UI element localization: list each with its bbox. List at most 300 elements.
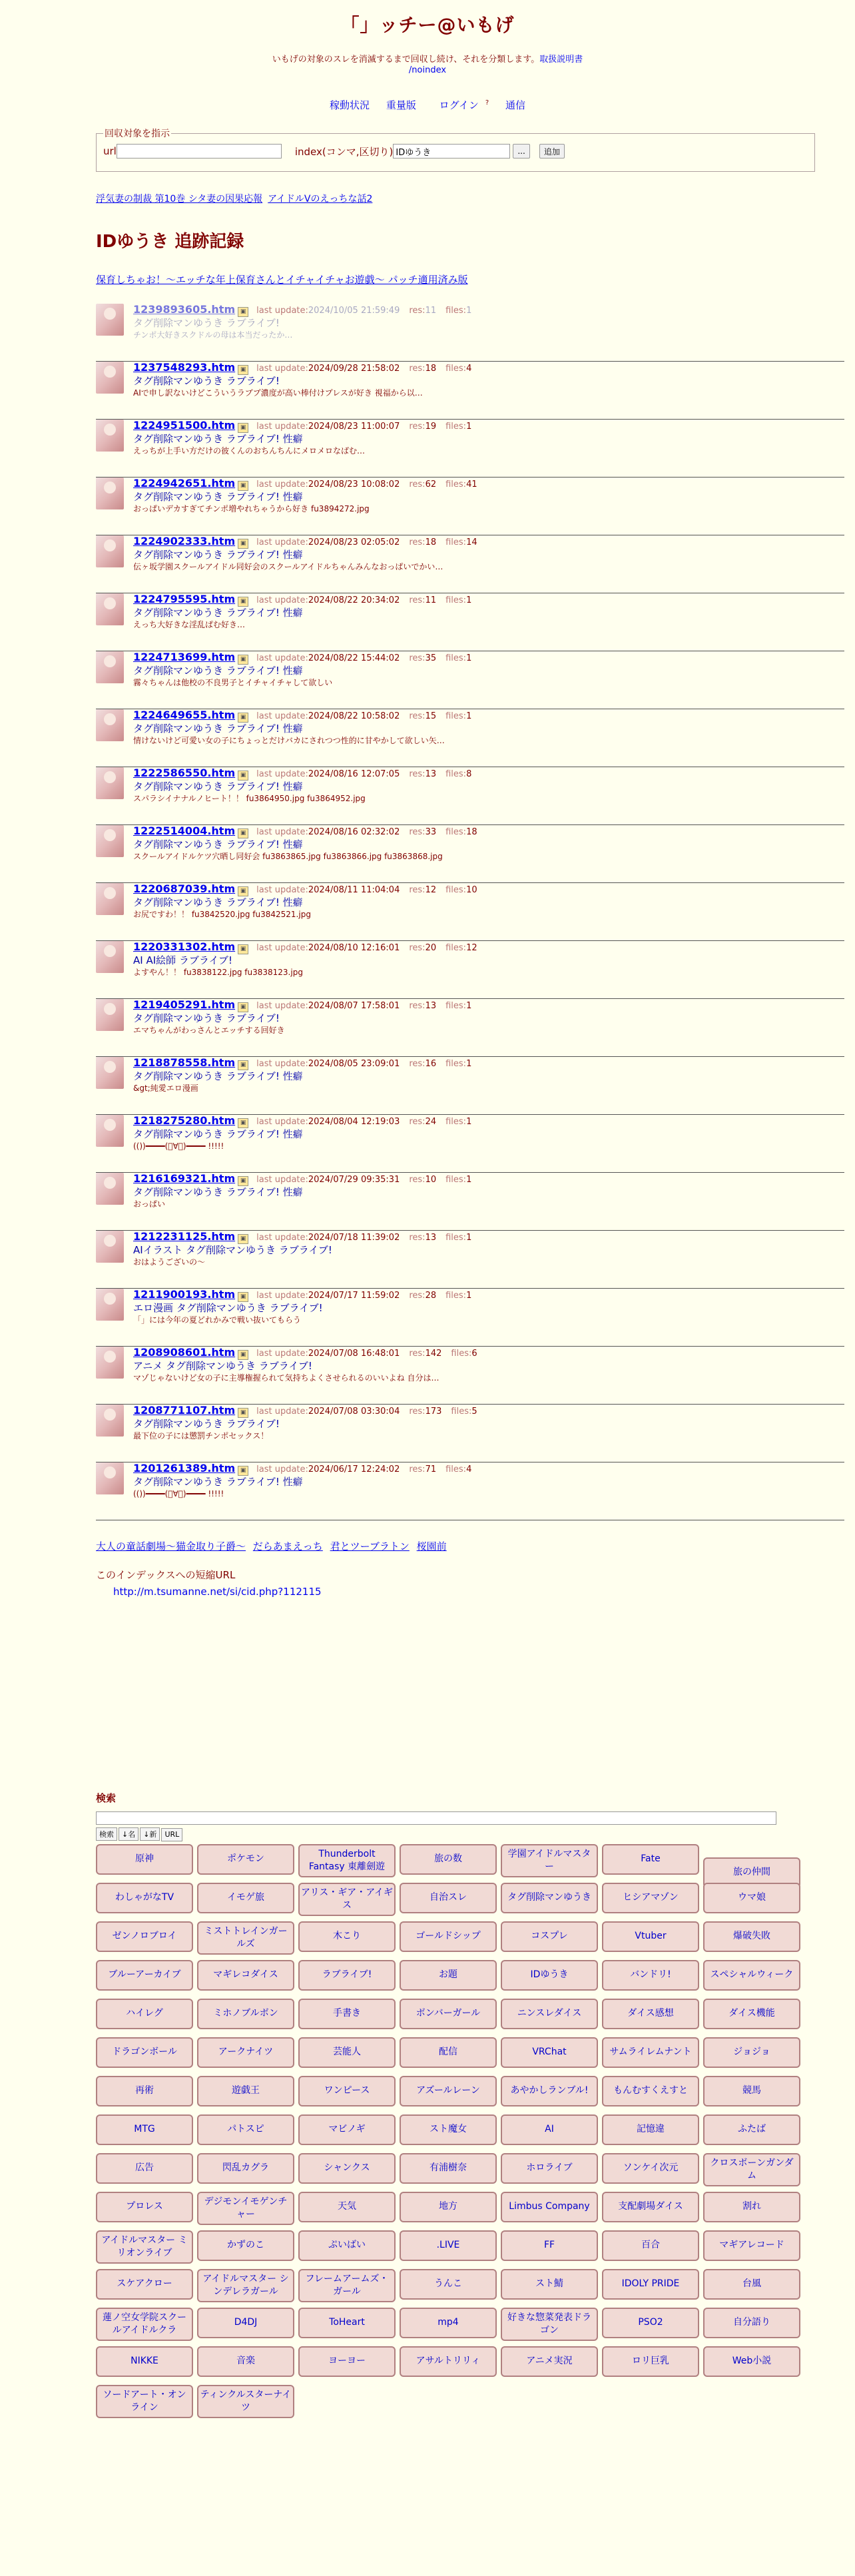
res-label: res:: [409, 364, 426, 374]
page-heading: IDゆうき 追跡記録: [96, 232, 244, 252]
res-count: 18: [425, 537, 437, 547]
tag-button[interactable]: アイドルマスター ミリオンライブ: [96, 2230, 193, 2264]
last-update-value: 2024/06/17 12:24:02: [308, 1464, 400, 1474]
res-label: res:: [409, 1117, 426, 1127]
res-count: 35: [425, 653, 437, 663]
thread-info: [133, 1057, 471, 1094]
res-count: 13: [425, 1001, 437, 1011]
thread-id-link[interactable]: 1237548293.htm: [133, 361, 236, 374]
tag-button[interactable]: 再術: [96, 2076, 193, 2106]
archive-icon[interactable]: ▣: [238, 1466, 248, 1476]
footer-link[interactable]: 君とツーブラトン: [330, 1540, 410, 1552]
thread-id-link[interactable]: 1224951500.htm: [133, 419, 236, 432]
thread-id-link[interactable]: 1218878558.htm: [133, 1056, 236, 1069]
tag-button[interactable]: プロレス: [96, 2192, 193, 2222]
thread-id-link[interactable]: 1212231125.htm: [133, 1230, 236, 1243]
thread-id-link[interactable]: 1208771107.htm: [133, 1404, 236, 1417]
files-count: 1: [466, 1117, 472, 1127]
thread-row: [96, 999, 844, 1057]
thread-row: [96, 1231, 844, 1289]
thread-info: [133, 420, 471, 457]
url-button[interactable]: URL: [161, 1828, 182, 1841]
archive-icon[interactable]: ▣: [238, 828, 248, 838]
thread-id-link[interactable]: 1222514004.htm: [133, 824, 236, 837]
tag-button[interactable]: AI: [501, 2114, 598, 2145]
thread-tags: タグ削除マンゆうき ラブライブ! 性癖: [133, 607, 303, 619]
tag-button[interactable]: ソンケイ次元: [602, 2153, 699, 2184]
tag-button[interactable]: 自治スレ: [400, 1883, 497, 1913]
thread-info: [133, 478, 477, 515]
archive-icon[interactable]: ▣: [238, 944, 248, 954]
tag-button[interactable]: あやかしランブル!: [501, 2076, 598, 2106]
thread-thumbnail[interactable]: [96, 1231, 124, 1263]
search-input[interactable]: [96, 1811, 776, 1825]
tag-button[interactable]: Vtuber: [602, 1921, 699, 1952]
nav-weight[interactable]: 重量版: [386, 99, 416, 111]
tag-button[interactable]: ソードアート・オンライン: [96, 2385, 193, 2418]
thread-thumbnail[interactable]: [96, 999, 124, 1031]
thread-info: [133, 304, 471, 341]
tag-button[interactable]: 配信: [400, 2037, 497, 2068]
res-label: res:: [409, 885, 426, 895]
tag-button[interactable]: 芸能人: [298, 2037, 396, 2068]
tag-button[interactable]: タグ削除マンゆうき: [501, 1883, 598, 1913]
footer-link[interactable]: 桜園前: [416, 1540, 447, 1552]
thread-tags: エロ漫画 タグ削除マンゆうき ラブライブ!: [133, 1302, 323, 1314]
tag-button[interactable]: 台風: [703, 2269, 800, 2300]
archive-icon[interactable]: ▣: [238, 713, 248, 723]
tag-button[interactable]: お題: [400, 1960, 497, 1991]
thread-thumbnail[interactable]: [96, 304, 124, 336]
res-label: res:: [409, 827, 426, 837]
tag-button[interactable]: アークナイツ: [197, 2037, 294, 2068]
tag-button[interactable]: マギレコダイス: [197, 1960, 294, 1991]
thread-id-link[interactable]: 1220687039.htm: [133, 882, 236, 895]
thread-thumbnail[interactable]: [96, 1173, 124, 1205]
tag-button[interactable]: 閃乱カグラ: [197, 2153, 294, 2184]
files-label: files:: [445, 1464, 467, 1474]
archive-icon[interactable]: ▣: [238, 1350, 248, 1360]
files-label: files:: [445, 537, 467, 547]
nav-login-label[interactable]: ログイン: [439, 99, 479, 111]
res-label: res:: [409, 1175, 426, 1185]
tag-button[interactable]: D4DJ: [197, 2308, 294, 2338]
ad-link[interactable]: アイドルVのえっちな話2: [268, 194, 373, 204]
archive-icon[interactable]: ▣: [238, 423, 248, 433]
thread-id-link[interactable]: 1224795595.htm: [133, 593, 236, 605]
tag-button[interactable]: アズールレーン: [400, 2076, 497, 2106]
sort-name-button[interactable]: ↓名: [119, 1827, 139, 1841]
tag-button[interactable]: MTG: [96, 2114, 193, 2145]
res-count: 13: [425, 1233, 437, 1243]
thread-row: [96, 941, 844, 999]
tag-button[interactable]: 自分語り: [703, 2308, 800, 2338]
tag-button[interactable]: クロスボーンガンダム: [703, 2153, 800, 2186]
res-count: 173: [425, 1407, 442, 1417]
archive-icon[interactable]: ▣: [238, 1234, 248, 1244]
tag-button[interactable]: アリス・ギア・アイギス: [298, 1883, 396, 1916]
thread-row: [96, 883, 844, 941]
ad-link[interactable]: 浮気妻の制裁 第10巻 シタ妻の因果応報: [96, 194, 263, 204]
thread-excerpt: スパラシイナナルノヒート！！ fu3864950.jpg fu3864952.jpg: [133, 794, 366, 803]
thread-excerpt: えっちが上手い方だけの彼くんのおちんちんにメロメロなばむ…: [133, 446, 366, 456]
tag-button[interactable]: 原神: [96, 1844, 193, 1875]
thread-info: [133, 1405, 477, 1442]
thread-excerpt: (())━━━━(ﾟ∀ﾟ)━━━━ !!!!!: [133, 1489, 224, 1498]
archive-icon[interactable]: ▣: [238, 655, 248, 665]
url-label: url: [103, 145, 117, 157]
res-label: res:: [409, 1233, 426, 1243]
thread-id-link[interactable]: 1220331302.htm: [133, 940, 236, 953]
last-update-label: last update:: [256, 1059, 308, 1069]
thread-id-link[interactable]: 1211900193.htm: [133, 1288, 236, 1301]
thread-tags: タグ削除マンゆうき ラブライブ! 性癖: [133, 433, 303, 445]
tag-button[interactable]: ワンピース: [298, 2076, 396, 2106]
thread-excerpt: (())━━━━(ﾟ∀ﾟ)━━━━ !!!!!: [133, 1141, 224, 1151]
res-label: res:: [409, 537, 426, 547]
tag-button[interactable]: バンドリ!: [602, 1960, 699, 1991]
search-button[interactable]: 検索: [96, 1827, 117, 1841]
thread-tags: タグ削除マンゆうき ラブライブ! 性癖: [133, 896, 303, 908]
thread-row: [96, 593, 844, 651]
thread-excerpt: マゾじゃないけど女の子に主導権握られて気持ちよくさせられるのいいよね 自分は…: [133, 1373, 439, 1383]
thread-id-link[interactable]: 1224942651.htm: [133, 477, 236, 489]
thread-thumbnail[interactable]: [96, 1115, 124, 1147]
last-update-value: 2024/08/22 20:34:02: [308, 595, 400, 605]
thread-tags: タグ削除マンゆうき ラブライブ!: [133, 1012, 280, 1024]
files-count: 14: [466, 537, 477, 547]
thread-row: [96, 535, 844, 593]
res-count: 20: [425, 943, 437, 953]
thread-info: [133, 1115, 471, 1152]
archive-icon[interactable]: ▣: [238, 1118, 248, 1128]
tag-button[interactable]: コスプレ: [501, 1921, 598, 1952]
tag-button[interactable]: ニンスレダイス: [501, 1999, 598, 2029]
tag-button[interactable]: スケアクロー: [96, 2269, 193, 2300]
thread-info: [133, 1231, 471, 1268]
thread-info: [133, 1462, 471, 1500]
thread-thumbnail[interactable]: [96, 535, 124, 567]
thread-thumbnail[interactable]: [96, 420, 124, 452]
archive-icon[interactable]: ▣: [238, 1408, 248, 1418]
tag-button[interactable]: VRChat: [501, 2037, 598, 2068]
files-count: 8: [466, 769, 472, 779]
archive-icon[interactable]: ▣: [238, 1060, 248, 1070]
tag-button[interactable]: 記憶違: [602, 2114, 699, 2145]
tag-button[interactable]: 地方: [400, 2192, 497, 2222]
files-label: files:: [451, 1407, 472, 1417]
thread-tags: タグ削除マンゆうき ラブライブ! 性癖: [133, 1128, 303, 1140]
target-form: [96, 127, 815, 172]
thread-excerpt: エマちゃんがわっさんとエッチする回好き: [133, 1026, 285, 1035]
res-label: res:: [409, 1464, 426, 1474]
tag-button[interactable]: ゼンノロブロイ: [96, 1921, 193, 1952]
tag-button[interactable]: ドラゴンボール: [96, 2037, 193, 2068]
tag-button[interactable]: スト魔女: [400, 2114, 497, 2145]
tag-button[interactable]: ロリ巨乳: [602, 2346, 699, 2377]
search-buttons: [96, 1827, 855, 1841]
last-update-value: 2024/08/16 02:32:02: [308, 827, 400, 837]
add-button[interactable]: 追加: [539, 144, 565, 159]
last-update-label: last update:: [256, 364, 308, 374]
files-count: 10: [466, 885, 477, 895]
last-update-value: 2024/09/28 21:58:02: [308, 364, 400, 374]
archive-icon[interactable]: ▣: [238, 365, 248, 375]
res-count: 11: [425, 306, 437, 316]
thread-id-link[interactable]: 1201261389.htm: [133, 1462, 236, 1474]
tag-button[interactable]: 好きな惣菜発表ドラゴン: [501, 2308, 598, 2341]
tag-button[interactable]: アイドルマスター シンデレラガール: [197, 2269, 294, 2302]
res-count: 13: [425, 769, 437, 779]
files-count: 1: [466, 422, 472, 432]
res-count: 62: [425, 480, 437, 489]
tag-button[interactable]: ゴールドシップ: [400, 1921, 497, 1952]
tag-button[interactable]: 旅の仲間: [703, 1857, 800, 1888]
tag-button[interactable]: ラブライブ!: [298, 1960, 396, 1991]
thread-thumbnail[interactable]: [96, 362, 124, 394]
noindex-link[interactable]: /noindex: [408, 65, 447, 75]
last-update-label: last update:: [256, 422, 308, 432]
tag-button[interactable]: 学園アイドルマスター: [501, 1844, 598, 1877]
tag-button[interactable]: 百合: [602, 2230, 699, 2261]
last-update-label: last update:: [256, 1291, 308, 1301]
tag-button[interactable]: 有浦樹奈: [400, 2153, 497, 2184]
thread-row: [96, 1347, 844, 1405]
tag-button[interactable]: Fate: [602, 1844, 699, 1875]
tag-button[interactable]: 広告: [96, 2153, 193, 2184]
archive-icon[interactable]: ▣: [238, 597, 248, 607]
thread-excerpt: 情けないけど可愛い女の子にちょっとだけバカにされつつ性的に甘やかして欲しい矢…: [133, 736, 445, 745]
thread-id-link[interactable]: 1216169321.htm: [133, 1172, 236, 1185]
thread-id-link[interactable]: 1239893605.htm: [133, 303, 236, 316]
files-count: 12: [466, 943, 477, 953]
res-count: 33: [425, 827, 437, 837]
tag-button[interactable]: もんむすくえすと: [602, 2076, 699, 2106]
files-label: files:: [451, 1349, 472, 1359]
thread-row: [96, 1115, 844, 1173]
thread-id-link[interactable]: 1224902333.htm: [133, 535, 236, 547]
tag-button[interactable]: ダイス機能: [703, 1999, 800, 2029]
last-update-value: 2024/08/10 12:16:01: [308, 943, 400, 953]
thread-thumbnail[interactable]: [96, 941, 124, 973]
tag-button[interactable]: FF: [501, 2230, 598, 2261]
thread-thumbnail[interactable]: [96, 651, 124, 683]
tag-button[interactable]: IDOLY PRIDE: [602, 2269, 699, 2300]
thread-thumbnail[interactable]: [96, 883, 124, 915]
archive-icon[interactable]: ▣: [238, 1002, 248, 1012]
tag-button[interactable]: mp4: [400, 2308, 497, 2338]
res-count: 16: [425, 1059, 437, 1069]
files-label: files:: [445, 422, 467, 432]
thread-id-link[interactable]: 1218275280.htm: [133, 1114, 236, 1127]
tag-button[interactable]: 旅の数: [400, 1844, 497, 1875]
thread-thumbnail[interactable]: [96, 1405, 124, 1437]
tag-button[interactable]: ボンバーガール: [400, 1999, 497, 2029]
files-label: files:: [445, 1233, 467, 1243]
tag-button[interactable]: シャンクス: [298, 2153, 396, 2184]
tag-button[interactable]: Limbus Company: [501, 2192, 598, 2222]
last-update-value: 2024/08/11 11:04:04: [308, 885, 400, 895]
tag-button[interactable]: ブルーアーカイブ: [96, 1960, 193, 1991]
tag-button[interactable]: IDゆうき: [501, 1960, 598, 1991]
thread-info: [133, 883, 477, 920]
tag-button[interactable]: Thunderbolt Fantasy 東離劍遊: [298, 1844, 396, 1877]
files-label: files:: [445, 653, 467, 663]
thread-tags: タグ削除マンゆうき ラブライブ!: [133, 1418, 280, 1430]
archive-icon[interactable]: ▣: [238, 1292, 248, 1302]
thread-id-link[interactable]: 1219405291.htm: [133, 998, 236, 1011]
nav-status[interactable]: 稼動状況: [330, 99, 370, 111]
tag-button[interactable]: うんこ: [400, 2269, 497, 2300]
last-update-value: 2024/08/22 10:58:02: [308, 711, 400, 721]
tag-button[interactable]: ふたば: [703, 2114, 800, 2145]
thread-tags: タグ削除マンゆうき ラブライブ! 性癖: [133, 781, 303, 793]
tag-button[interactable]: ToHeart: [298, 2308, 396, 2338]
tag-button[interactable]: ホロライブ: [501, 2153, 598, 2184]
tag-button[interactable]: 爆破失敗: [703, 1921, 800, 1952]
tag-button[interactable]: 木こり: [298, 1921, 396, 1952]
archive-icon[interactable]: ▣: [238, 1176, 248, 1186]
thread-row: [96, 825, 844, 883]
tag-button[interactable]: NIKKE: [96, 2346, 193, 2377]
nav-login[interactable]: [433, 99, 489, 111]
thread-thumbnail[interactable]: [96, 825, 124, 857]
thread-thumbnail[interactable]: [96, 1462, 124, 1494]
last-update-label: last update:: [256, 1464, 308, 1474]
tag-button[interactable]: 音楽: [197, 2346, 294, 2377]
thread-row: [96, 651, 844, 709]
tag-button[interactable]: ダイス感想: [602, 1999, 699, 2029]
tag-button[interactable]: ぷいばい: [298, 2230, 396, 2261]
tag-button[interactable]: マビノギ: [298, 2114, 396, 2145]
tag-button[interactable]: アサルトリリィ: [400, 2346, 497, 2377]
files-count: 1: [466, 653, 472, 663]
tag-button[interactable]: ティンクルスターナイツ: [197, 2385, 294, 2418]
tag-button[interactable]: スペシャルウィーク: [703, 1960, 800, 1991]
archive-icon[interactable]: ▣: [238, 307, 248, 317]
thread-id-link[interactable]: 1208908601.htm: [133, 1346, 236, 1359]
res-count: 28: [425, 1291, 437, 1301]
thread-tags: タグ削除マンゆうき ラブライブ!: [133, 317, 280, 329]
tag-button[interactable]: ミストトレインガールズ: [197, 1921, 294, 1955]
archive-icon[interactable]: ▣: [238, 539, 248, 549]
tag-button[interactable]: マギアレコード: [703, 2230, 800, 2261]
tag-button[interactable]: 蓮ノ空女学院スクールアイドルクラ: [96, 2308, 193, 2341]
tag-button[interactable]: 競馬: [703, 2076, 800, 2106]
tag-button[interactable]: 遊戯王: [197, 2076, 294, 2106]
last-update-label: last update:: [256, 1001, 308, 1011]
tag-button[interactable]: イモゲ旅: [197, 1883, 294, 1913]
tag-button[interactable]: .LIVE: [400, 2230, 497, 2261]
last-update-label: last update:: [256, 1407, 308, 1417]
files-count: 1: [466, 1291, 472, 1301]
nav-report[interactable]: 通信: [505, 99, 525, 111]
thread-excerpt: 最下位の子には懲罰チンポセックス！: [133, 1431, 269, 1441]
tag-button[interactable]: ウマ娘: [703, 1883, 800, 1913]
last-update-label: last update:: [256, 1175, 308, 1185]
tag-button[interactable]: パトスピ: [197, 2114, 294, 2145]
tag-button[interactable]: わしゃがなTV: [96, 1883, 193, 1913]
thread-row: [96, 478, 844, 535]
res-label: res:: [409, 1059, 426, 1069]
tag-button[interactable]: スト鯖: [501, 2269, 598, 2300]
tag-button[interactable]: ハイレグ: [96, 1999, 193, 2029]
res-count: 142: [425, 1349, 442, 1359]
index-input[interactable]: [393, 144, 510, 159]
tag-button[interactable]: Web小説: [703, 2346, 800, 2377]
tag-button[interactable]: フレームアームズ・ガール: [298, 2269, 396, 2302]
thread-excerpt: AIで申し訳ないけどこういうラブプ濃度が高い棒付けプレスが好き 視福から以…: [133, 388, 423, 398]
thread-list: [96, 304, 844, 1520]
thread-thumbnail[interactable]: [96, 1347, 124, 1379]
last-update-label: last update:: [256, 1117, 308, 1127]
tag-button[interactable]: ポケモン: [197, 1844, 294, 1875]
thread-info: [133, 1347, 477, 1384]
tag-button[interactable]: 天気: [298, 2192, 396, 2222]
last-update-value: 2024/08/04 12:19:03: [308, 1117, 400, 1127]
thread-excerpt: 伝ヶ坂学園スクールアイドル同好会のスクールアイドルちゃんみんなおっぱいでかい…: [133, 562, 443, 571]
footer-link[interactable]: 大人の童話劇場〜猫金取り子爵〜: [96, 1540, 246, 1552]
tag-button[interactable]: デジモンイモゲンチャー: [197, 2192, 294, 2225]
tag-button[interactable]: ヒシアマゾン: [602, 1883, 699, 1913]
tag-button[interactable]: 割れ: [703, 2192, 800, 2222]
thread-id-link[interactable]: 1224649655.htm: [133, 709, 236, 721]
tag-button[interactable]: かずのこ: [197, 2230, 294, 2261]
shorturl-link[interactable]: http://m.tsumanne.net/si/cid.php?112115: [113, 1586, 322, 1598]
tag-button[interactable]: 手書き: [298, 1999, 396, 2029]
res-count: 19: [425, 422, 437, 432]
tag-button[interactable]: 支配劇場ダイス: [602, 2192, 699, 2222]
last-update-label: last update:: [256, 537, 308, 547]
footer-link[interactable]: だらあまえっち: [252, 1540, 323, 1552]
thread-id-link[interactable]: 1224713699.htm: [133, 651, 236, 663]
tag-button[interactable]: アニメ実況: [501, 2346, 598, 2377]
thread-thumbnail[interactable]: [96, 478, 124, 509]
tag-button[interactable]: サムライレムナント: [602, 2037, 699, 2068]
thread-thumbnail[interactable]: [96, 1057, 124, 1089]
url-input[interactable]: [117, 144, 282, 159]
thread-excerpt: 「」には今年の夏どれかみで戦い抜いてもらう: [133, 1315, 302, 1325]
manual-link[interactable]: 取扱説明書: [539, 55, 583, 65]
tag-button[interactable]: ヨーヨー: [298, 2346, 396, 2377]
promo-link[interactable]: 保育しちゃお！〜エッチな年上保育さんとイチャイチャお遊戯〜 パッチ適用済み版: [96, 274, 468, 286]
tag-button[interactable]: PSO2: [602, 2308, 699, 2338]
files-count: 1: [466, 595, 472, 605]
files-count: 1: [466, 1233, 472, 1243]
thread-thumbnail[interactable]: [96, 767, 124, 799]
thread-thumbnail[interactable]: [96, 1289, 124, 1321]
tag-button[interactable]: ミホノブルボン: [197, 1999, 294, 2029]
archive-icon[interactable]: ▣: [238, 886, 248, 896]
last-update-value: 2024/07/29 09:35:31: [308, 1175, 400, 1185]
thread-thumbnail[interactable]: [96, 593, 124, 625]
thread-info: [133, 767, 471, 805]
thread-thumbnail[interactable]: [96, 709, 124, 741]
thread-id-link[interactable]: 1222586550.htm: [133, 767, 236, 779]
files-count: 41: [466, 480, 477, 489]
files-count: 1: [466, 711, 472, 721]
sort-new-button[interactable]: ↓新: [140, 1827, 160, 1841]
thread-info: [133, 651, 471, 689]
last-update-value: 2024/08/16 12:07:05: [308, 769, 400, 779]
archive-icon[interactable]: ▣: [238, 481, 248, 491]
tag-button[interactable]: ジョジョ: [703, 2037, 800, 2068]
archive-icon[interactable]: ▣: [238, 771, 248, 781]
thread-row: [96, 1405, 844, 1462]
ad-links: [96, 192, 855, 205]
thread-excerpt: &gt;純愛エロ漫画: [133, 1084, 198, 1093]
index-picker-button[interactable]: ...: [513, 144, 529, 159]
